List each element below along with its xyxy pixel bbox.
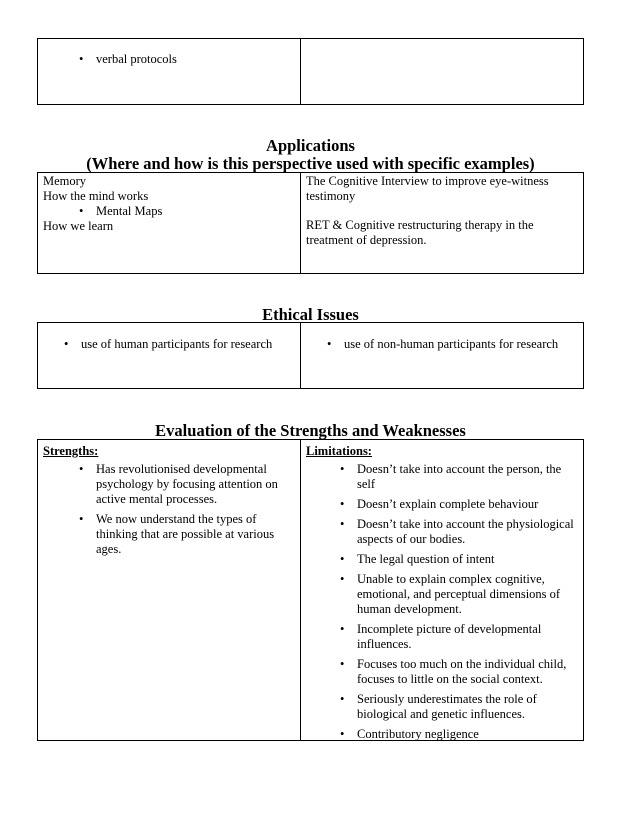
applications-right-para1: The Cognitive Interview to improve eye-witness testimony	[306, 174, 549, 203]
applications-title: Applications	[266, 136, 355, 155]
ethical-left-list	[81, 337, 300, 352]
list-item: • Doesn’t explain complete behaviour	[357, 497, 575, 512]
applications-mind: How the mind works	[43, 189, 149, 203]
limitations-label: Limitations:	[306, 444, 372, 458]
strengths-label: Strengths:	[43, 444, 99, 458]
applications-left-cell	[38, 173, 301, 273]
strengths-cell	[38, 440, 301, 740]
list-item: • Doesn’t take into account the physiological aspects of our bodies.	[357, 517, 575, 547]
top-table-left-cell	[38, 39, 301, 104]
limitations-list	[306, 462, 575, 742]
limitations-cell	[301, 440, 583, 740]
top-table	[37, 38, 584, 105]
list-item: • verbal protocols	[96, 52, 300, 67]
list-item: • Contributory negligence	[357, 727, 575, 742]
list-item: • Doesn’t take into account the person, the self	[357, 462, 575, 492]
list-item: • use of non-human participants for research	[344, 337, 583, 352]
strengths-list	[43, 462, 280, 557]
applications-left-list	[43, 204, 300, 219]
evaluation-table	[37, 439, 584, 741]
applications-right-para2: RET & Cognitive restructuring therapy in the treatment of depression.	[306, 218, 534, 247]
list-item: • The legal question of intent	[357, 552, 575, 567]
top-table-right-cell	[301, 39, 583, 104]
ethical-right-list	[344, 337, 583, 352]
applications-table	[37, 172, 584, 274]
list-item: • Focuses too much on the individual child, focuses to little on the social context.	[357, 657, 575, 687]
ethical-right-cell	[301, 323, 583, 388]
evaluation-title: Evaluation of the Strengths and Weaknesses	[155, 421, 466, 440]
applications-memory: Memory	[43, 174, 87, 188]
top-table-left-list	[96, 52, 300, 67]
ethical-title: Ethical Issues	[262, 305, 359, 324]
list-item: • Has revolutionised developmental psychology by focusing attention on active mental processes.	[96, 462, 280, 507]
list-item: • use of human participants for research	[81, 337, 300, 352]
applications-right-cell	[301, 173, 583, 273]
list-item: • Mental Maps	[96, 204, 300, 219]
list-item: • Incomplete picture of developmental influences.	[357, 622, 575, 652]
list-item: • Unable to explain complex cognitive, emotional, and perceptual dimensions of human development.	[357, 572, 575, 617]
list-item: • We now understand the types of thinking that are possible at various ages.	[96, 512, 280, 557]
applications-learn: How we learn	[43, 219, 114, 233]
ethical-table	[37, 322, 584, 389]
ethical-left-cell	[38, 323, 301, 388]
applications-subtitle: (Where and how is this perspective used with specific examples)	[86, 154, 535, 173]
list-item: • Seriously underestimates the role of biological and genetic influences.	[357, 692, 575, 722]
